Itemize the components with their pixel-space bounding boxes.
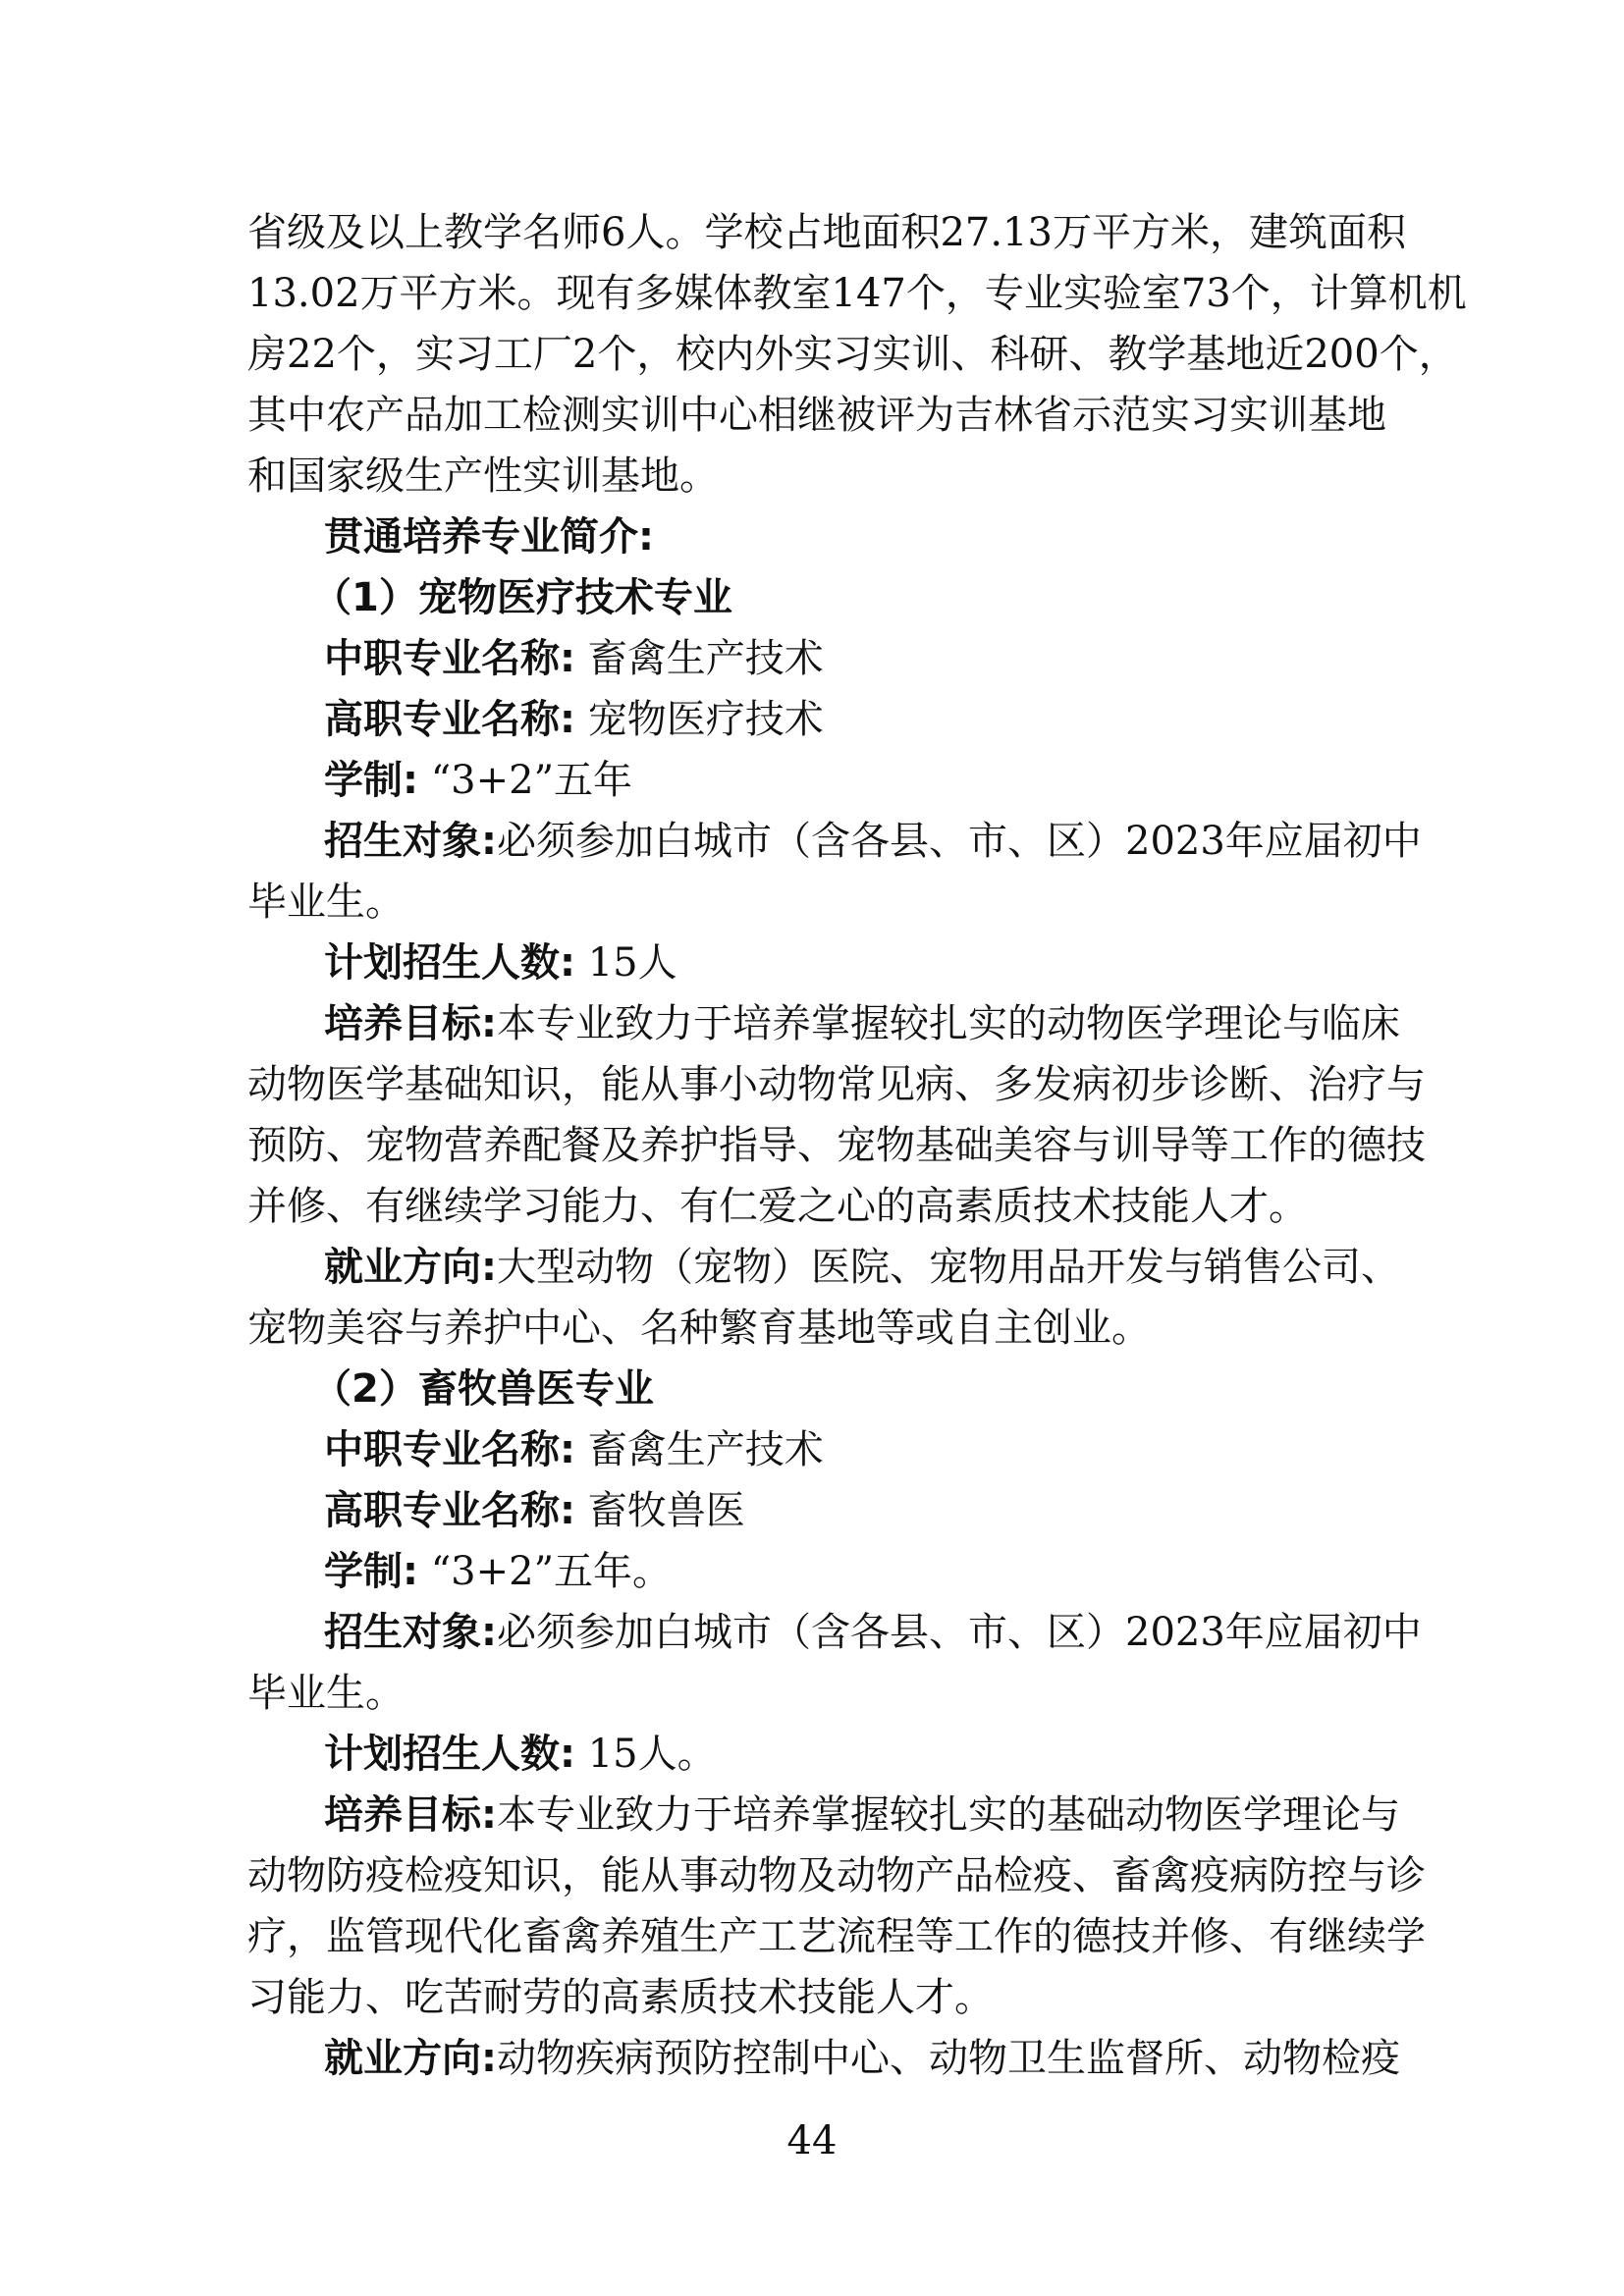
intro-line: 其中农产品加工检测实训中心相继被评为吉林省示范实习实训基地	[247, 393, 1386, 438]
major2-py-row	[324, 1785, 1400, 1845]
major1-py-row	[324, 993, 1400, 1054]
field-label: 高职专业名称:	[324, 697, 575, 742]
major2-jy-row	[324, 2028, 1400, 2089]
major1-py-line: 并修、有继续学习能力、有仁爱之心的高素质技术技能人才。	[247, 1184, 1308, 1229]
page-number: 44	[786, 2118, 838, 2163]
major2-gz-row	[324, 1480, 1386, 1541]
field-label: 学制:	[324, 758, 418, 803]
major1-zs-cont: 毕业生。	[247, 880, 405, 925]
field-value: 畜禽生产技术	[587, 1427, 824, 1472]
major2-py-line: 习能力、吃苦耐劳的高素质技术技能人才。	[247, 1975, 994, 2020]
field-value: 动物疾病预防控制中心、动物卫生监督所、动物检疫	[497, 2036, 1400, 2081]
field-label: 计划招生人数:	[324, 1732, 575, 1777]
intro-line: 和国家级生产性实训基地。	[247, 454, 719, 499]
major1-py-line: 动物医学基础知识，能从事小动物常见病、多发病初步诊断、治疗与	[247, 1062, 1426, 1107]
major2-jh-row	[324, 1724, 1386, 1785]
major2-py-line: 动物防疫检疫知识，能从事动物及动物产品检疫、畜禽疫病防控与诊	[247, 1853, 1426, 1898]
field-value: 必须参加白城市（含各县、市、区）2023年应届初中	[497, 819, 1422, 864]
field-label: 就业方向:	[324, 2036, 497, 2081]
section-heading: 贯通培养专业简介:	[324, 514, 654, 560]
major1-gz-row	[324, 689, 1386, 750]
major1-heading: （1）宠物医疗技术专业	[312, 575, 732, 620]
field-label: 培养目标:	[324, 1792, 497, 1838]
field-value: 本专业致力于培养掌握较扎实的基础动物医学理论与	[497, 1792, 1400, 1838]
field-value: 本专业致力于培养掌握较扎实的动物医学理论与临床	[497, 1001, 1400, 1046]
major1-zz-row	[324, 628, 1386, 689]
field-value: “3+2”五年	[430, 758, 633, 803]
field-label: 招生对象:	[324, 819, 497, 864]
field-value: 大型动物（宠物）医院、宠物用品开发与销售公司、	[497, 1245, 1400, 1290]
field-value: 15人。	[587, 1732, 717, 1777]
field-label: 中职专业名称:	[324, 1427, 575, 1472]
field-label: 中职专业名称:	[324, 636, 575, 681]
major2-py-line: 疗，监管现代化畜禽养殖生产工艺流程等工作的德技并修、有继续学	[247, 1914, 1426, 1959]
field-label: 高职专业名称:	[324, 1488, 575, 1533]
major1-jy-row	[324, 1237, 1400, 1298]
major2-xz-row	[324, 1541, 1386, 1602]
major1-py-line: 预防、宠物营养配餐及养护指导、宠物基础美容与训导等工作的德技	[247, 1123, 1426, 1168]
major2-zz-row	[324, 1419, 1386, 1480]
field-value: 15人	[587, 940, 677, 986]
field-value: 畜禽生产技术	[587, 636, 824, 681]
major2-zs-cont: 毕业生。	[247, 1671, 405, 1716]
field-label: 培养目标:	[324, 1001, 497, 1046]
field-label: 计划招生人数:	[324, 940, 575, 986]
field-label: 招生对象:	[324, 1610, 497, 1655]
intro-line: 省级及以上教学名师6人。学校占地面积27.13万平方米，建筑面积	[247, 210, 1406, 255]
major2-zs-row	[324, 1602, 1422, 1663]
major1-jh-row	[324, 933, 1386, 993]
major1-xz-row	[324, 750, 1386, 811]
field-value: 必须参加白城市（含各县、市、区）2023年应届初中	[497, 1610, 1422, 1655]
major2-heading: （2）畜牧兽医专业	[312, 1366, 654, 1412]
intro-line: 13.02万平方米。现有多媒体教室147个，专业实验室73个，计算机机	[247, 271, 1467, 316]
field-value: “3+2”五年。	[430, 1549, 673, 1594]
field-label: 学制:	[324, 1549, 418, 1594]
field-label: 就业方向:	[324, 1245, 497, 1290]
major1-zs-row	[324, 811, 1422, 872]
field-value: 畜牧兽医	[587, 1488, 745, 1533]
intro-line: 房22个，实习工厂2个，校内外实习实训、科研、教学基地近200个，	[247, 332, 1458, 377]
field-value: 宠物医疗技术	[587, 697, 824, 742]
major1-jy-cont: 宠物美容与养护中心、名种繁育基地等或自主创业。	[247, 1306, 1151, 1351]
